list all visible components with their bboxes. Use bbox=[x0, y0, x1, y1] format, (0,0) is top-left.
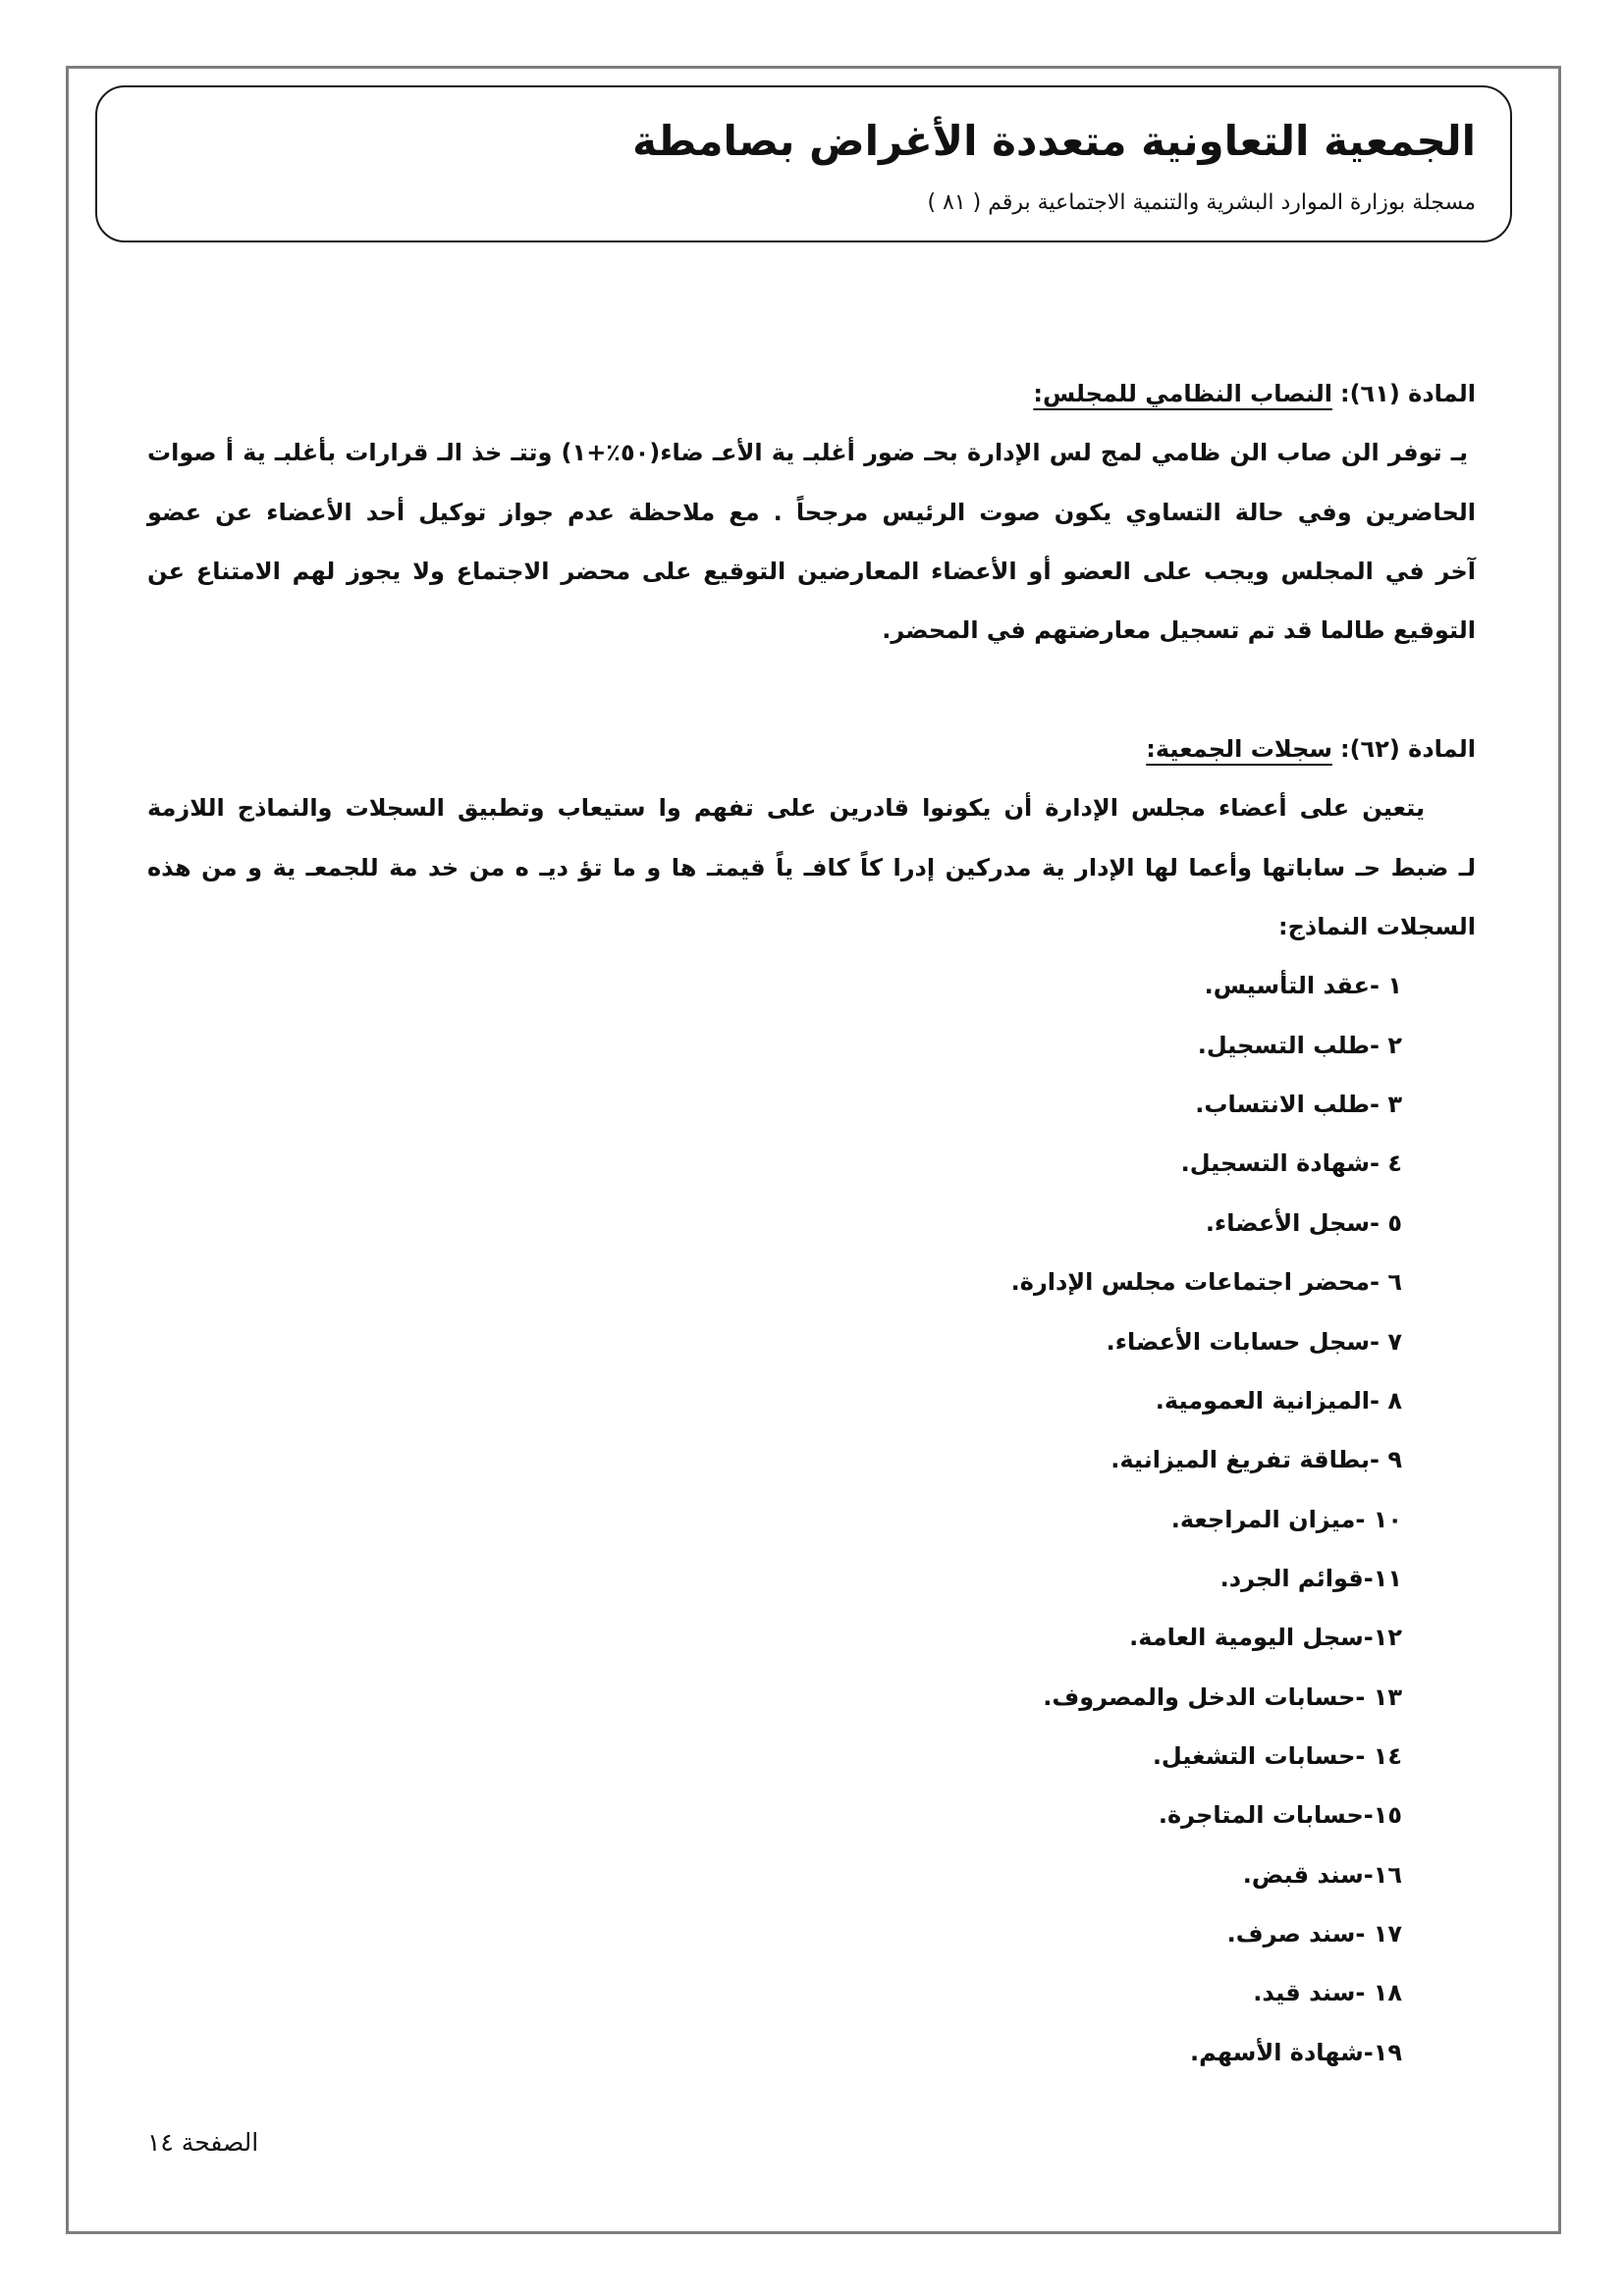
paragraph-spacer bbox=[147, 661, 1476, 720]
article-62-heading bbox=[147, 720, 1476, 778]
records-list bbox=[147, 956, 1476, 2082]
article-61-number: المادة (٦١): bbox=[1339, 380, 1476, 407]
letterhead-box bbox=[95, 85, 1512, 242]
list-item: ١٦-سند قبض. bbox=[1242, 1860, 1402, 1889]
article-62-number: المادة (٦٢): bbox=[1339, 735, 1476, 764]
document-body bbox=[147, 364, 1476, 2082]
list-item: ١٨ -سند قيد. bbox=[1253, 1979, 1402, 2007]
registration-note: مسجلة بوزارة الموارد البشرية والتنمية الاجتماعية برقم ( ٨١ ) bbox=[927, 190, 1476, 215]
list-item: ٤ -شهادة التسجيل. bbox=[1180, 1149, 1402, 1178]
list-item: ١ -عقد التأسيس. bbox=[1204, 972, 1402, 1000]
list-item: ١٥-حسابات المتاجرة. bbox=[1158, 1801, 1402, 1830]
list-item: ٥ -سجل الأعضاء. bbox=[1205, 1208, 1402, 1237]
article-61-paragraph-line: آخر في المجلس ويجب على العضو أو الأعضاء المعارضين التوقيع على محضر الاجتماع ولا يجوز لهم الامتناع عن bbox=[147, 558, 1476, 586]
list-item: ١١-قوائم الجرد. bbox=[1219, 1564, 1402, 1592]
list-item: ١٩-شهادة الأسهم. bbox=[1189, 2038, 1402, 2066]
article-61-paragraph-line: يـ توفر الن صاب الن ظامي لمج لس الإدارة بحـ ضور أغلبـ ية الأعـ ضاء(٥٠٪+١) وتتـ خذ الـ قرارات بأغلبـ ية أ صوات bbox=[147, 439, 1469, 467]
article-61-heading bbox=[147, 364, 1476, 423]
article-61-paragraph-line: التوقيع طالما قد تم تسجيل معارضتهم في المحضر. bbox=[882, 616, 1476, 645]
article-61-title: النصاب النظامي للمجلس: bbox=[1033, 380, 1332, 407]
list-item: ٢ -طلب التسجيل. bbox=[1197, 1031, 1402, 1059]
article-62-title: سجلات الجمعية: bbox=[1146, 735, 1332, 764]
organization-name: الجمعية التعاونية متعددة الأغراض بصامطة bbox=[632, 117, 1476, 165]
list-item: ٦ -محضر اجتماعات مجلس الإدارة. bbox=[1010, 1268, 1402, 1297]
list-item: ٨ -الميزانية العمومية. bbox=[1155, 1386, 1402, 1415]
page-number: الصفحة ١٤ bbox=[147, 2128, 259, 2157]
article-61-paragraph-line: الحاضرين وفي حالة التساوي يكون صوت الرئيس مرجحاً . مع ملاحظة عدم جواز توكيل أحد الأعضاء عن عضو bbox=[147, 498, 1476, 526]
list-item: ١٠ -ميزان المراجعة. bbox=[1170, 1505, 1402, 1533]
list-item: ٩ -بطاقة تفريغ الميزانية. bbox=[1110, 1446, 1402, 1474]
list-item: ١٧ -سند صرف. bbox=[1226, 1919, 1402, 1948]
list-item: ٣ -طلب الانتساب. bbox=[1195, 1091, 1402, 1119]
article-62-paragraph-line: السجلات النماذج: bbox=[1278, 913, 1476, 941]
list-item: ١٢-سجل اليومية العامة. bbox=[1129, 1624, 1402, 1652]
article-62-paragraph-line: يتعين على أعضاء مجلس الإدارة أن يكونوا قادرين على تفهم وا ستيعاب وتطبيق السجلات والنماذج اللازمة bbox=[147, 794, 1425, 823]
list-item: ١٣ -حسابات الدخل والمصروف. bbox=[1043, 1682, 1402, 1711]
article-62-paragraph-line: لـ ضبط حـ ساباتها وأعما لها الإدار ية مدركين إدرا كاً كافـ ياً قيمتـ ها و ما تؤ ديـ ه من خد مة للجمعـ ية و من هذه bbox=[147, 853, 1476, 881]
list-item: ٧ -سجل حسابات الأعضاء. bbox=[1106, 1327, 1402, 1356]
list-item: ١٤ -حسابات التشغيل. bbox=[1152, 1741, 1402, 1770]
